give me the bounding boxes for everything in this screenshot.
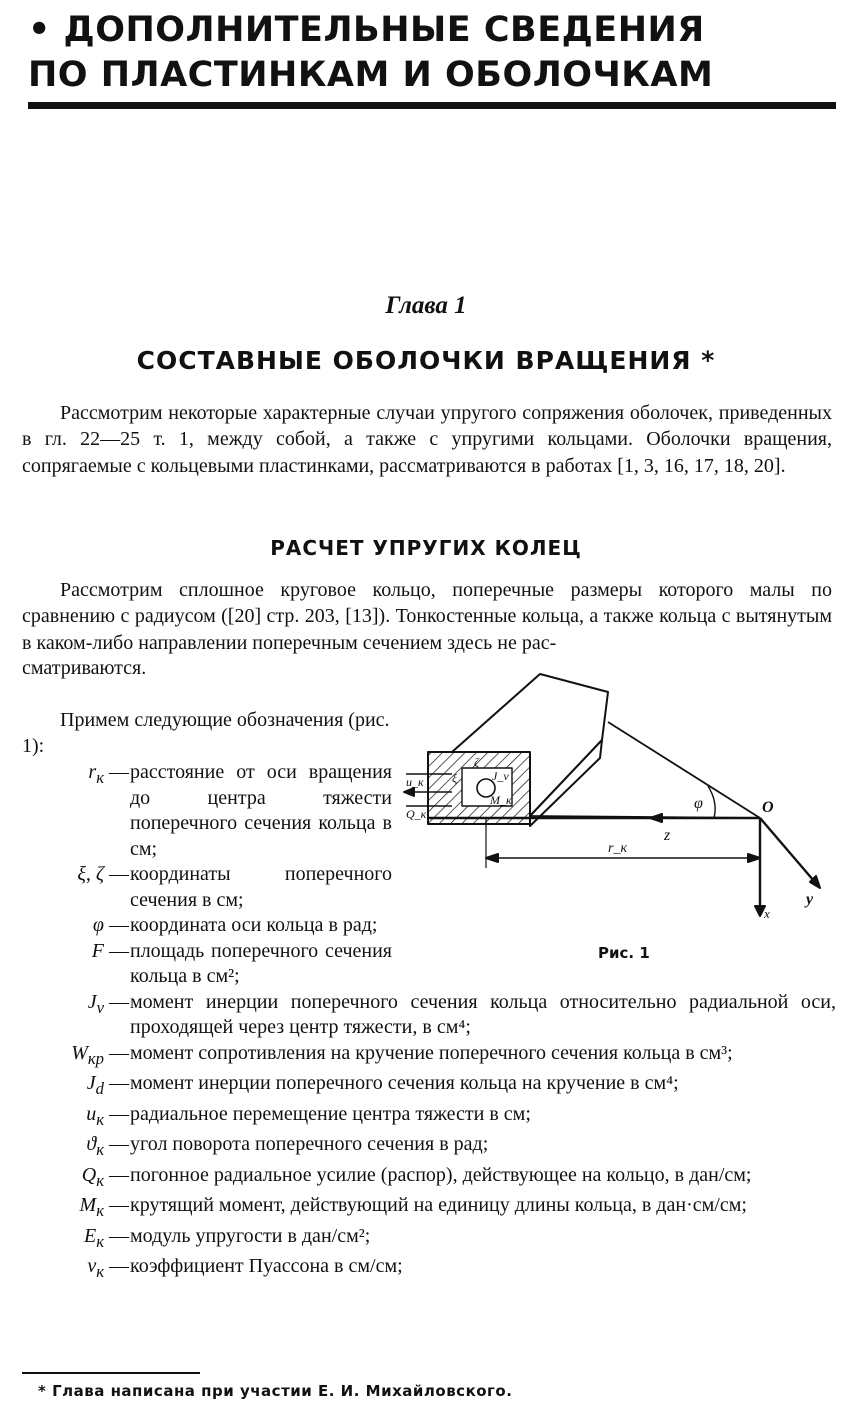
definition-item: ξ, ζ — координаты поперечного сечения в см; [0, 862, 852, 913]
definition-text: крутящий момент, действующий на единицу длины кольца, в дан·см/см; [130, 1194, 747, 1216]
definition-item: $ϑ_к$ — угол поворота поперечного сечения в рад; [0, 1132, 852, 1163]
definition-item: φ — координата оси кольца в рад; [0, 913, 852, 939]
definition-item: F — площадь поперечного сечения кольца в см²; [0, 939, 852, 990]
label-rk: r_к [608, 841, 627, 856]
definition-symbol: $M_к$ [79, 1194, 104, 1220]
label-mk: M_к [490, 793, 512, 807]
section-header-line-2: ПО ПЛАСТИНКАМ И ОБОЛОЧКАМ [28, 55, 714, 95]
figure-caption: Рис. 1 [598, 944, 650, 962]
section-heading: РАСЧЕТ УПРУГИХ КОЛЕЦ [270, 536, 582, 560]
section-paragraph-end: сматриваются. [22, 657, 147, 679]
definition-symbol: $W_{кр}$ [71, 1041, 104, 1068]
definition-item: $J_\nu$ — момент инерции поперечного сечения кольца относительно радиальной оси, проходящей через центр тяжести, в см⁴; [0, 990, 852, 1041]
intro-paragraph: Рассмотрим некоторые характерные случаи упругого сопряжения оболочек, приведенных в гл. 22—25 т. 1, между собой, а также с упругими кольцами. Оболочки вращения, сопрягаемые с кольцевыми пластинками, рассматриваются в работах [1, 3, 16, 17, 18, 20]. [22, 402, 832, 477]
notation-intro: Примем следующие обозначения (рис. 1): [22, 709, 390, 758]
definition-symbol: $ϑ_к$ [86, 1133, 104, 1159]
label-jv: J_ν [492, 769, 509, 783]
definition-text: координаты поперечного сечения в см; [130, 863, 392, 911]
chapter-label: Глава 1 [385, 292, 467, 319]
definition-symbol: ξ, ζ [77, 863, 104, 885]
section-header-line-1: • ДОПОЛНИТЕЛЬНЫЕ СВЕДЕНИЯ [28, 10, 705, 50]
ring-figure [402, 668, 834, 930]
definition-text: площадь поперечного сечения кольца в см²; [130, 939, 392, 987]
label-xi: ξ [452, 771, 458, 785]
definition-item: $W_{кр}$ — момент сопротивления на кручение поперечного сечения кольца в см³; [0, 1041, 852, 1072]
definition-text: момент инерции поперечного сечения кольца на кручение в см⁴; [130, 1072, 679, 1094]
definition-symbol: F [91, 939, 104, 962]
definition-symbol: $J_\nu$ [87, 990, 104, 1017]
label-z: z [664, 827, 671, 844]
definition-item: $Q_к$ — погонное радиальное усилие (распор), действующее на кольцо, в дан/см; [0, 1163, 852, 1194]
definition-symbol: $r_к$ [88, 761, 104, 787]
definition-text: коэффициент Пуассона в см/см; [130, 1255, 403, 1277]
definition-item: $M_к$ — крутящий момент, действующий на единицу длины кольца, в дан·см/см; [0, 1193, 852, 1224]
definition-text: погонное радиальное усилие (распор), действующее на кольцо, в дан/см; [130, 1163, 752, 1186]
label-q: Q_к [406, 807, 427, 821]
axis-y [760, 818, 820, 888]
label-origin: O [762, 799, 774, 816]
definition-item: $u_к$ — радиальное перемещение центра тяжести в см; [0, 1102, 852, 1133]
label-phi: φ [694, 795, 703, 812]
definition-text: радиальное перемещение центра тяжести в см; [130, 1102, 531, 1125]
definition-text: координата оси кольца в рад; [130, 914, 378, 936]
definition-item: $J_d$ — момент инерции поперечного сечения кольца на кручение в см⁴; [0, 1071, 852, 1102]
definition-symbol: $\nu_к$ [87, 1255, 104, 1281]
footnote-rule [22, 1372, 200, 1374]
label-zeta: ζ [474, 755, 479, 769]
header-rule [28, 102, 836, 109]
definition-text: расстояние от оси вращения до центра тяжести поперечного сечения кольца в см; [130, 761, 392, 860]
definition-text: модуль упругости в дан/см²; [130, 1224, 371, 1247]
definition-item: $\nu_к$ — коэффициент Пуассона в см/см; [0, 1254, 852, 1285]
label-u: u_к [406, 775, 424, 789]
chapter-title: СОСТАВНЫЕ ОБОЛОЧКИ ВРАЩЕНИЯ * [136, 346, 716, 375]
footnote: * Глава написана при участии Е. И. Михайловского. [38, 1382, 513, 1400]
definition-text: момент сопротивления на кручение поперечного сечения кольца в см³; [130, 1041, 733, 1064]
section-header [28, 8, 713, 98]
definition-text: угол поворота поперечного сечения в рад; [130, 1133, 489, 1155]
definition-item: $E_к$ — модуль упругости в дан/см²; [0, 1224, 852, 1255]
definition-text: момент инерции поперечного сечения кольца относительно радиальной оси, проходящей через центр тяжести, в см⁴; [130, 990, 836, 1038]
definition-symbol: $Q_к$ [81, 1163, 104, 1190]
definition-symbol: $J_d$ [86, 1072, 104, 1098]
definition-item: $r_к$ — расстояние от оси вращения до центра тяжести поперечного сечения кольца в см; [0, 760, 852, 862]
definition-symbol: $u_к$ [86, 1102, 104, 1129]
section-paragraph: Рассмотрим сплошное круговое кольцо, поперечные размеры которого малы по сравнению с радиусом ([20] стр. 203, [13]). Тонкостенные кольца, а также кольца с вытянутым в каком-либо направлении поперечным сечением здесь не рас- [22, 579, 832, 654]
label-y: y [806, 891, 814, 908]
definition-symbol: $E_к$ [83, 1224, 104, 1251]
label-x: x [764, 906, 770, 921]
definition-symbol: φ [92, 914, 104, 936]
